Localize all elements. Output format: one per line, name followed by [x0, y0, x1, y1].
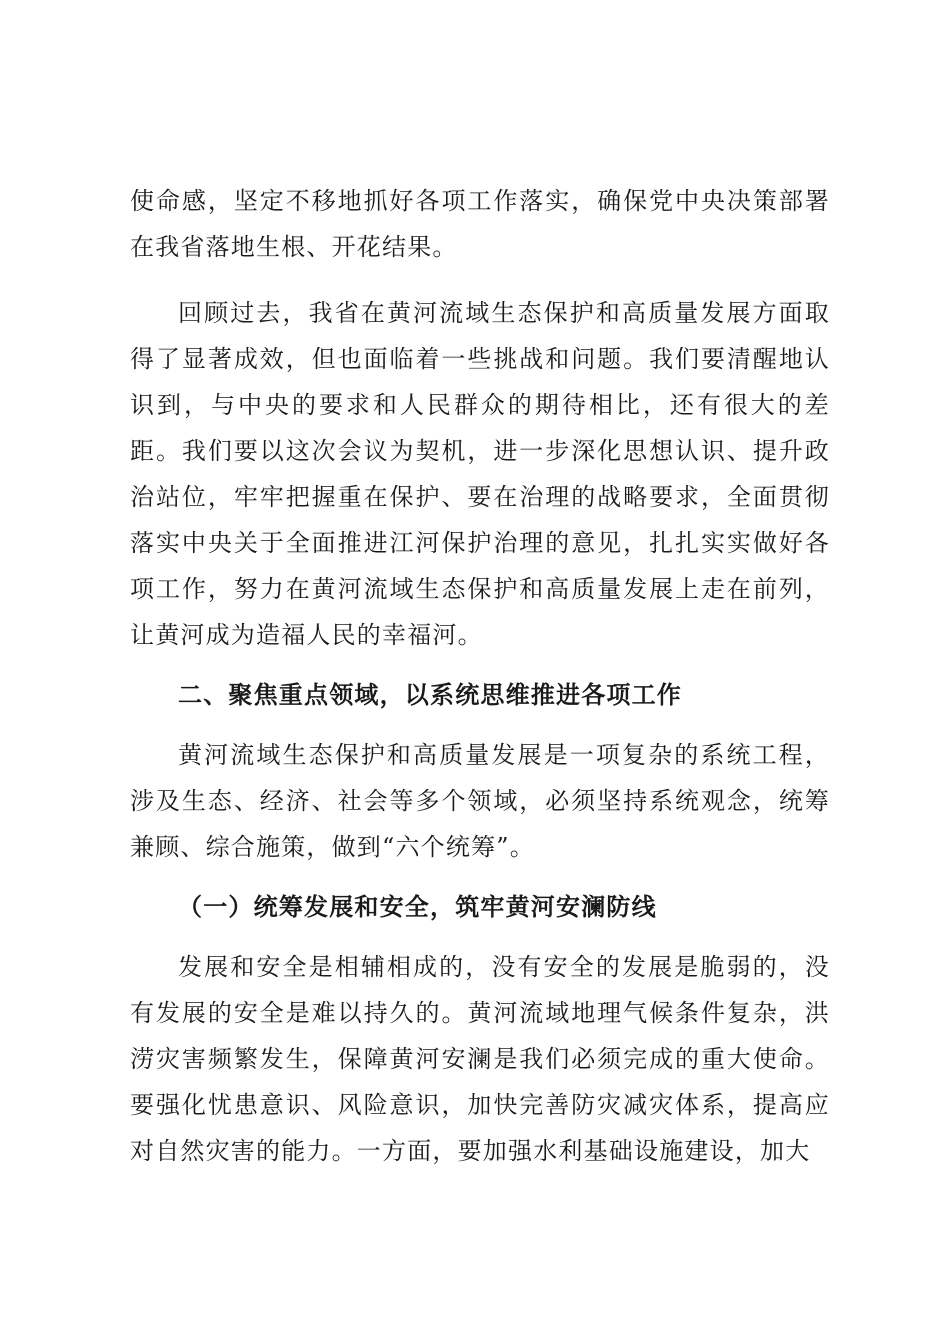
section-heading: 二、聚焦重点领域，以系统思维推进各项工作 [178, 680, 682, 709]
document-body [130, 178, 830, 1174]
paragraph-safety: 发展和安全是相辅相成的，没有安全的发展是脆弱的，没有发展的安全是难以持久的。黄河流域地理气候条件复杂，洪涝灾害频繁发生，保障黄河安澜是我们必须完成的重大使命。要强化忧患意识、风险意识，加快完善防灾减灾体系，提高应对自然灾害的能力。一方面，要加强水利基础设施建设，加大 [130, 953, 830, 1165]
subsection-heading: （一）统筹发展和安全，筑牢黄河安澜防线 [178, 892, 657, 921]
paragraph-system: 黄河流域生态保护和高质量发展是一项复杂的系统工程，涉及生态、经济、社会等多个领域，必须坚持系统观念，统筹兼顾、综合施策，做到“六个统筹”。 [130, 741, 830, 861]
paragraph-continued: 使命感，坚定不移地抓好各项工作落实，确保党中央决策部署在我省落地生根、开花结果。 [130, 187, 830, 261]
paragraph-review: 回顾过去，我省在黄河流域生态保护和高质量发展方面取得了显著成效，但也面临着一些挑战和问题。我们要清醒地认识到，与中央的要求和人民群众的期待相比，还有很大的差距。我们要以这次会议为契机，进一步深化思想认识、提升政治站位，牢牢把握重在保护、要在治理的战略要求，全面贯彻落实中央关于全面推进江河保护治理的意见，扎扎实实做好各项工作，努力在黄河流域生态保护和高质量发展上走在前列，让黄河成为造福人民的幸福河。 [130, 299, 830, 649]
